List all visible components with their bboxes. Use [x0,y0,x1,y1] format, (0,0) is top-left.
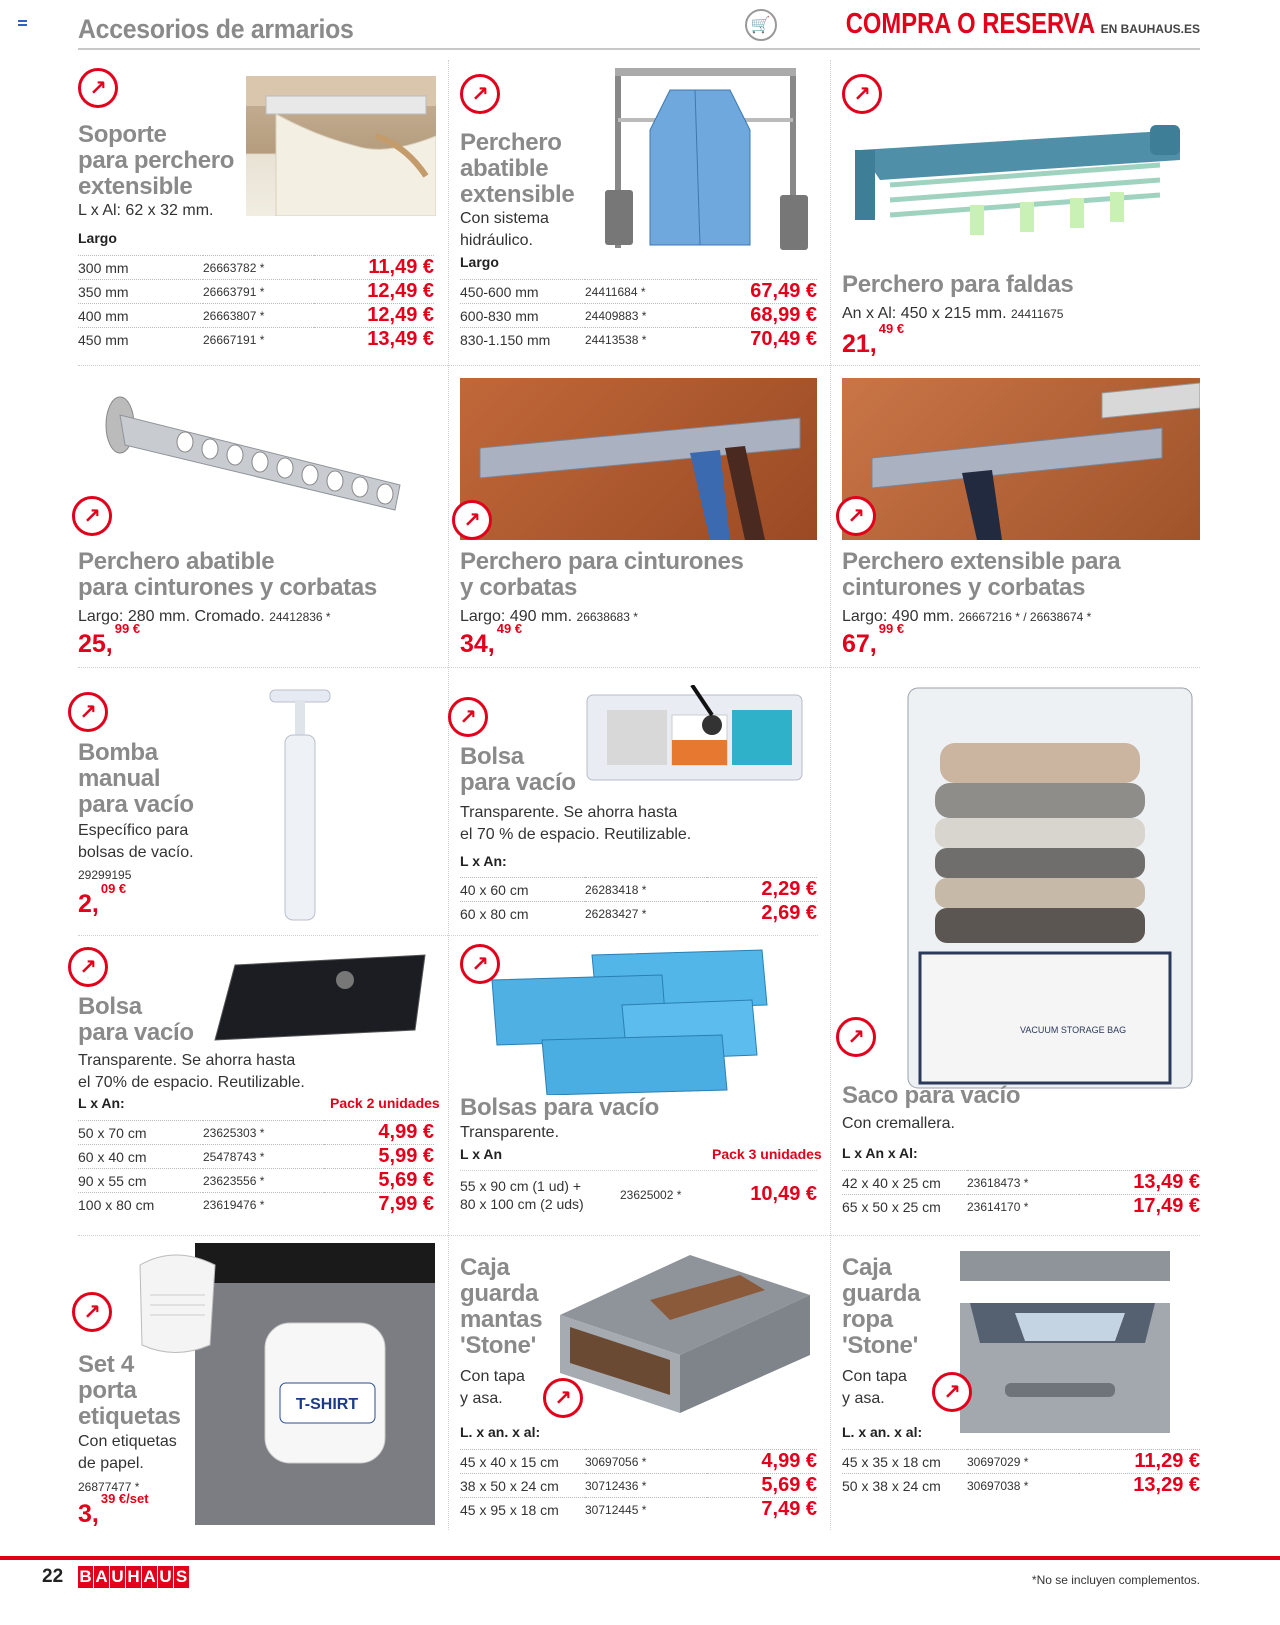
bomba-desc [78,820,194,864]
price-dec: 49 € [878,320,905,336]
etiquetas-title [78,1352,181,1430]
cinturones-desc [460,606,638,628]
size-cell: 45 x 40 x 15 cm [460,1450,585,1474]
table-row [78,1193,434,1217]
size-line: 80 x 100 cm (2 uds) [460,1196,584,1212]
title-line: Caja [842,1254,892,1281]
table-row [460,1498,817,1522]
footnote: *No se incluyen complementos. [1031,1573,1200,1587]
table-row [460,328,817,352]
perchero-abatible-price-table [460,279,817,352]
soporte-price-table [78,255,434,352]
price-cell: 5,99 € [324,1145,434,1169]
bolsas-vacio-image [482,945,772,1095]
title-line: Bolsa [460,743,524,770]
desc-line: Con tapa [842,1368,907,1385]
code-cell: 26283418 * [585,878,707,902]
size-cell: 60 x 40 cm [78,1145,203,1169]
arrow-circle-icon[interactable]: ↗ [932,1372,972,1412]
size-cell: 300 mm [78,256,203,280]
cinturones-title [460,549,744,601]
code-cell: 23614170 * [967,1195,1079,1219]
desc-line: Con etiquetas [78,1433,177,1450]
cinturones-abatible-illustration [100,395,410,525]
title-line: para perchero [78,147,235,174]
price-cell: 12,49 € [314,304,434,328]
desc-line: Con sistema [460,210,549,227]
code-cell: 30712445 * [585,1498,707,1522]
price-cell: 4,99 € [707,1450,817,1474]
table-row [78,280,434,304]
price-cell: 13,49 € [1079,1171,1200,1195]
arrow-circle-icon[interactable]: ↗ [68,692,108,732]
row-divider [78,667,1200,668]
footer-bar [0,1556,1280,1560]
size-cell: 400 mm [78,304,203,328]
title-line: guarda [460,1280,539,1307]
saco-title: Saco para vacío [842,1082,1021,1109]
price-cell: 11,29 € [1079,1450,1200,1474]
faldas-desc [842,303,1063,325]
shopping-cart-icon: 🛒 [745,9,777,41]
title-line: Perchero para cinturones [460,548,744,575]
table-row [460,304,817,328]
price-cell: 70,49 € [696,328,817,352]
price-int: 3, [78,1500,99,1528]
table-row [842,1195,1200,1219]
etiquetas-price [78,1490,149,1529]
bolsa-vacio-2-label: L x An: [78,1095,125,1111]
price-cell: 7,99 € [324,1193,434,1217]
size-cell: 45 x 95 x 18 cm [460,1498,585,1522]
size-cell: 90 x 55 cm [78,1169,203,1193]
price-cell: 5,69 € [324,1169,434,1193]
logo-letter: U [111,1567,124,1586]
desc-line: Específico para [78,822,189,839]
perchero-abatible-label: Largo [460,254,499,270]
row-divider [78,365,1200,366]
code-cell: 23618473 * [967,1171,1079,1195]
caja-mantas-price-table [460,1449,817,1522]
compra-banner[interactable] [745,8,1200,41]
table-row [78,328,434,352]
price-cell: 4,99 € [324,1121,434,1145]
arrow-circle-icon[interactable]: ↗ [452,500,492,540]
logo-letter: S [175,1567,188,1586]
title-line: para vacío [78,791,194,818]
etiquetas-desc [78,1431,177,1475]
saco-label: L x An x Al: [842,1145,918,1161]
code-cell: 23619476 * [203,1193,324,1217]
code-cell: 23623556 * [203,1169,324,1193]
column-divider [448,60,449,1530]
size-cell: 450-600 mm [460,280,585,304]
caja-ropa-label: L. x an. x al: [842,1424,923,1440]
size-line: 55 x 90 cm (1 ud) + [460,1178,582,1194]
title-line: ropa [842,1306,893,1333]
faldas-price [842,320,905,359]
title-line: y corbatas [460,574,578,601]
soporte-desc: L x Al: 62 x 32 mm. [78,202,214,219]
price-dec: 99 € [878,620,905,636]
bolsas-vacio-illustration [482,945,772,1095]
arrow-circle-icon[interactable]: ↗ [72,1292,112,1332]
caja-ropa-price-table [842,1449,1200,1498]
price-cell: 5,69 € [707,1474,817,1498]
bolsas-vacio-size [460,1177,584,1213]
price-dec: 09 € [100,880,127,896]
caja-ropa-image [955,1243,1180,1438]
desc-text: Largo: 490 mm. [460,608,573,625]
price-int: 25, [78,630,113,658]
table-row [460,1474,817,1498]
title-line: manual [78,765,161,792]
saco-desc: Con cremallera. [842,1115,955,1132]
code-cell: 26667191 * [203,328,314,352]
price-cell: 2,29 € [707,878,817,902]
price-int: 21, [842,330,877,358]
bolsa-vacio-1-image [582,685,807,785]
code-cell: 26283427 * [585,902,707,926]
size-cell: 50 x 38 x 24 cm [842,1474,967,1498]
desc-line: de papel. [78,1455,144,1472]
cinturones-price [460,620,523,659]
table-row [460,1450,817,1474]
size-cell: 60 x 80 cm [460,902,585,926]
perchero-abatible-illustration [600,60,810,270]
faldas-title: Perchero para faldas [842,271,1074,298]
title-line: guarda [842,1280,921,1307]
bolsas-vacio-desc: Transparente. [460,1124,560,1141]
bolsa-vacio-2-price-table [78,1120,434,1217]
bolsa-vacio-2-image [205,945,435,1045]
logo-letter: A [95,1567,108,1586]
price-int: 2, [78,890,99,918]
table-row [842,1450,1200,1474]
caja-ropa-illustration [955,1243,1180,1438]
size-cell: 830-1.150 mm [460,328,585,352]
caja-mantas-title [460,1255,542,1359]
soporte-illustration [246,76,436,216]
saco-illustration [900,683,1200,1093]
price-cell: 7,49 € [707,1498,817,1522]
price-int: 67, [842,630,877,658]
size-cell: 45 x 35 x 18 cm [842,1450,967,1474]
title-line: abatible [460,155,549,182]
logo-letter: U [159,1567,172,1586]
bolsa-vacio-1-price-table [460,877,817,926]
title-line: 'Stone' [460,1332,536,1359]
table-divider [460,1170,817,1171]
page-number: 22 [42,1566,64,1587]
saco-bag-text: VACUUM STORAGE BAG [1020,1025,1127,1035]
title-line: 'Stone' [842,1332,918,1359]
desc-line: bolsas de vacío. [78,844,194,861]
caja-mantas-desc [460,1366,525,1410]
arrow-circle-icon[interactable]: ↗ [836,496,876,536]
bolsas-vacio-price: 10,49 € [750,1183,817,1205]
desc-line: Transparente. Se ahorra hasta [460,804,678,821]
cinturones-ext-price [842,620,905,659]
bomba-price [78,880,127,919]
arrow-circle-icon[interactable]: ↗ [68,947,108,987]
code-cell: 30697029 * [967,1450,1079,1474]
row-divider [78,1235,1200,1236]
soporte-image [246,76,436,216]
price-cell: 13,29 € [1079,1474,1200,1498]
arrow-circle-icon[interactable]: ↗ [460,74,500,114]
price-cell: 2,69 € [707,902,817,926]
logo-letter: B [79,1567,92,1586]
bolsa-vacio-2-title [78,994,194,1046]
table-row [78,1145,434,1169]
table-row [78,1169,434,1193]
price-cell: 11,49 € [314,256,434,280]
etiquetas-tag-text: T-SHIRT [295,1396,359,1413]
title-line: para vacío [78,1019,194,1046]
desc-line: el 70% de espacio. Reutilizable. [78,1074,305,1091]
size-cell: 40 x 60 cm [460,878,585,902]
caja-ropa-desc [842,1366,907,1410]
table-row [78,256,434,280]
title-line: porta [78,1377,137,1404]
caja-ropa-title [842,1255,920,1359]
size-cell: 50 x 70 cm [78,1121,203,1145]
price-int: 34, [460,630,495,658]
arrow-circle-icon[interactable]: ↗ [460,944,500,984]
bauhaus-logo[interactable] [78,1566,189,1588]
etiquetas-illustration [195,1243,435,1525]
code-cell: 30697056 * [585,1450,707,1474]
caja-mantas-label: L. x an. x al: [460,1424,541,1440]
price-cell: 67,49 € [696,280,817,304]
code-cell: 23625303 * [203,1121,324,1145]
ref-code: 26667216 * / 26638674 * [958,610,1092,624]
ref-code: 24412836 * [269,610,331,624]
title-line: para cinturones y corbatas [78,574,377,601]
table-row [842,1474,1200,1498]
caja-mantas-illustration [550,1245,815,1415]
cinturones-abatible-title [78,549,377,601]
bolsa-vacio-1-illustration [582,685,807,785]
compra-label: COMPRA O RESERVA [845,8,1095,40]
cinturones-ext-illustration [842,378,1200,540]
bolsas-vacio-title: Bolsas para vacío [460,1094,660,1121]
price-cell: 13,49 € [314,328,434,352]
desc-line: Con tapa [460,1368,525,1385]
corner-mark [18,20,27,26]
etiquetas-holder-illustration [130,1250,225,1360]
desc-line: Transparente. Se ahorra hasta [78,1052,296,1069]
arrow-circle-icon[interactable]: ↗ [836,1017,876,1057]
title-line: mantas [460,1306,543,1333]
size-cell: 42 x 40 x 25 cm [842,1171,967,1195]
ref-code: 26638683 * [576,610,638,624]
bolsas-vacio-label: L x An [460,1146,503,1162]
table-row [460,902,817,926]
price-dec: 99 € [114,620,141,636]
title-line: Bomba [78,739,158,766]
logo-letter: A [143,1567,156,1586]
cinturones-ext-image [842,378,1200,540]
title-line: Perchero abatible [78,548,275,575]
perchero-abatible-image [600,60,810,270]
desc-text: Largo: 280 mm. Cromado. [78,608,265,625]
cinturones-ext-title [842,549,1120,601]
bolsa-vacio-2-pack: Pack 2 unidades [330,1095,440,1111]
bolsa-vacio-2-desc [78,1050,305,1094]
title-line: Bolsa [78,993,142,1020]
desc-line: el 70 % de espacio. Reutilizable. [460,826,692,843]
size-cell: 38 x 50 x 24 cm [460,1474,585,1498]
bomba-image [260,685,340,925]
ref-code: 24411675 [1010,307,1064,321]
title-line: extensible [78,173,193,200]
code-cell: 25478743 * [203,1145,324,1169]
bolsa-vacio-2-illustration [205,945,435,1045]
arrow-circle-icon[interactable]: ↗ [72,496,112,536]
etiquetas-ref: 26877477 * [78,1480,140,1494]
table-row [78,304,434,328]
desc-line: hidráulico. [460,232,533,249]
price-cell: 17,49 € [1079,1195,1200,1219]
cinturones-illustration [460,378,817,540]
arrow-circle-icon[interactable]: ↗ [543,1378,583,1418]
desc-line: y asa. [460,1390,503,1407]
code-cell: 24409883 * [585,304,696,328]
bolsa-vacio-1-label: L x An: [460,853,507,869]
saco-price-table [842,1170,1200,1219]
code-cell: 24413538 * [585,328,696,352]
size-cell: 100 x 80 cm [78,1193,203,1217]
title-line: Set 4 [78,1351,134,1378]
size-cell: 600-830 mm [460,304,585,328]
table-row [460,878,817,902]
cinturones-abatible-price [78,620,141,659]
bolsa-vacio-1-desc [460,802,691,846]
logo-letter: H [127,1567,140,1586]
arrow-circle-icon[interactable]: ↗ [78,68,118,108]
bolsas-vacio-pack: Pack 3 unidades [712,1146,822,1162]
arrow-circle-icon[interactable]: ↗ [842,74,882,114]
price-cell: 12,49 € [314,280,434,304]
cinturones-abatible-image [100,395,410,525]
etiquetas-image [195,1243,435,1525]
size-cell: 350 mm [78,280,203,304]
title-line: Perchero [460,129,562,156]
title-line: Caja [460,1254,510,1281]
desc-line: y asa. [842,1390,885,1407]
code-cell: 26663791 * [203,280,314,304]
arrow-circle-icon[interactable]: ↗ [448,697,488,737]
page-title: Accesorios de armarios [78,14,354,44]
table-row [78,1121,434,1145]
code-cell: 30697038 * [967,1474,1079,1498]
size-cell: 65 x 50 x 25 cm [842,1195,967,1219]
code-cell: 24411684 * [585,280,696,304]
title-line: para vacío [460,769,576,796]
code-cell: 26663807 * [203,304,314,328]
title-line: extensible [460,181,575,208]
compra-site: EN BAUHAUS.ES [1100,22,1200,36]
desc-text: Largo: 490 mm. [842,608,955,625]
caja-mantas-image [550,1245,815,1415]
saco-image [900,683,1200,1093]
bolsas-vacio-code: 23625002 * [620,1188,682,1202]
etiquetas-holder-image [130,1250,225,1360]
soporte-label: Largo [78,230,117,246]
title-line: Perchero extensible para [842,548,1121,575]
bomba-illustration [260,685,340,925]
table-row [460,280,817,304]
title-line: Soporte [78,121,167,148]
title-line: etiquetas [78,1403,181,1430]
bomba-title [78,740,194,818]
price-dec: 49 € [496,620,523,636]
code-cell: 26663782 * [203,256,314,280]
bolsa-vacio-1-title [460,744,576,796]
faldas-illustration [850,110,1190,260]
price-cell: 68,99 € [696,304,817,328]
title-line: cinturones y corbatas [842,574,1086,601]
price-dec: 39 €/set [100,1490,149,1506]
bomba-ref: 29299195 [78,868,132,882]
desc-text: An x Al: 450 x 215 mm. [842,305,1007,322]
table-row [842,1171,1200,1195]
size-cell: 450 mm [78,328,203,352]
perchero-abatible-desc [460,208,549,252]
header-divider [78,48,1200,50]
soporte-title [78,122,234,200]
code-cell: 30712436 * [585,1474,707,1498]
column-divider [830,60,831,1530]
cinturones-image [460,378,817,540]
perchero-abatible-title [460,130,574,208]
faldas-image [850,110,1190,260]
